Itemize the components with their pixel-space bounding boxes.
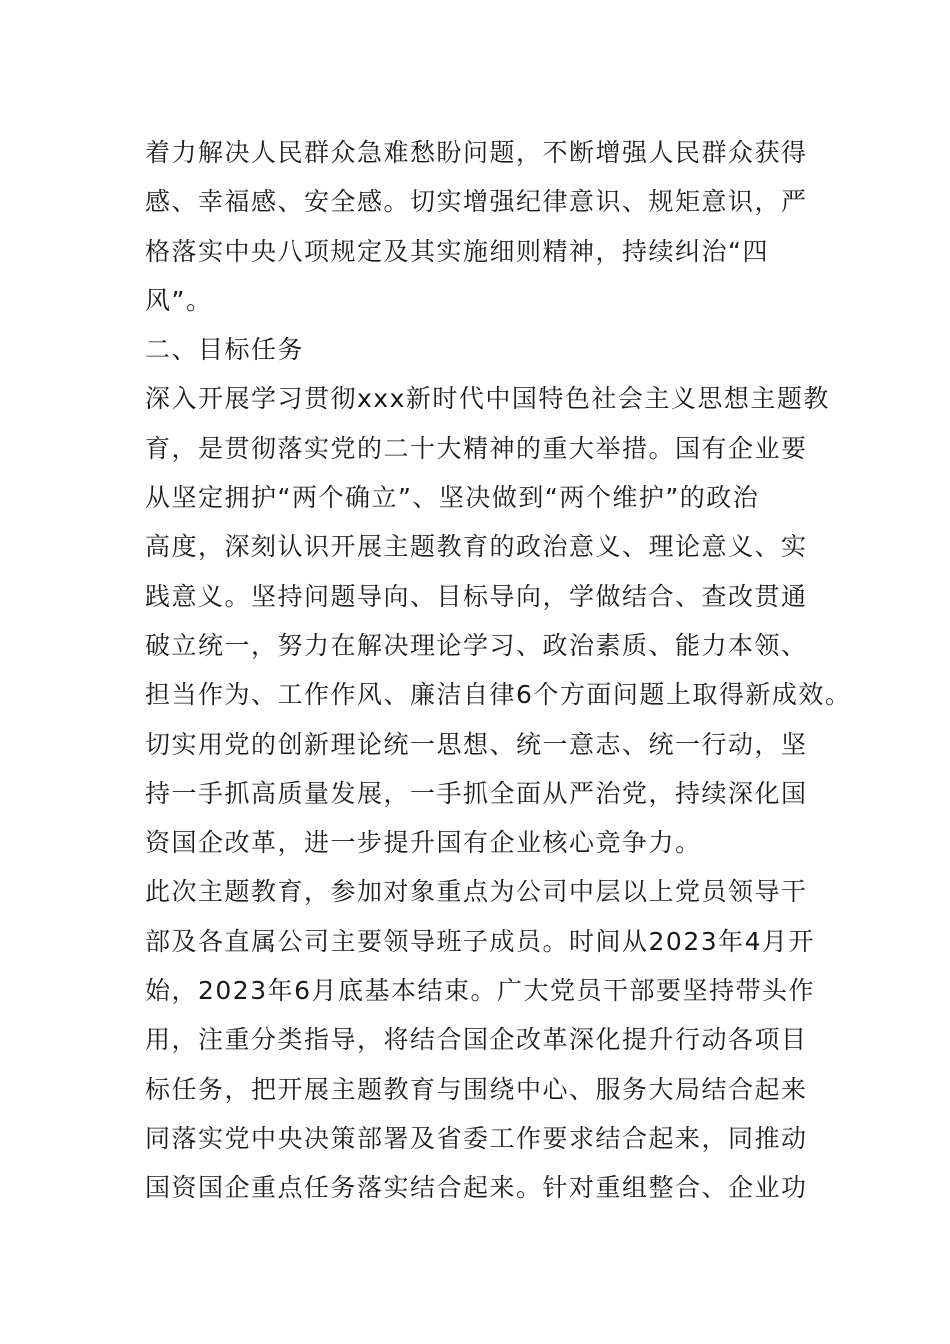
text-line: 标任务，把开展主题教育与围绕中心、服务大局结合起来 bbox=[145, 1074, 808, 1104]
text-line: 国资国企重点任务落实结合起来。针对重组整合、企业功 bbox=[145, 1173, 808, 1203]
text-line: 从坚定拥护“两个确立”、坚决做到“两个维护”的政治 bbox=[145, 483, 760, 513]
text-line: 资国企改革，进一步提升国有企业核心竞争力。 bbox=[145, 828, 702, 858]
text-line: 育，是贯彻落实党的二十大精神的重大举措。国有企业要 bbox=[145, 433, 808, 463]
text-line: 担当作为、工作作风、廉洁自律6个方面问题上取得新成效。 bbox=[145, 680, 852, 710]
text-line: 破立统一，努力在解决理论学习、政治素质、能力本领、 bbox=[145, 630, 808, 660]
text-line: 高度，深刻认识开展主题教育的政治意义、理论意义、实 bbox=[145, 532, 808, 562]
section-heading: 二、目标任务 bbox=[145, 335, 305, 365]
text-line: 切实用党的创新理论统一思想、统一意志、统一行动，坚 bbox=[145, 729, 808, 759]
text-line: 感、幸福感、安全感。切实增强纪律意识、规矩意识，严 bbox=[145, 187, 808, 217]
text-line: 此次主题教育，参加对象重点为公司中层以上党员领导干 bbox=[145, 877, 808, 907]
text-line: 格落实中央八项规定及其实施细则精神，持续纠治“四 bbox=[145, 236, 769, 266]
document-body bbox=[145, 128, 852, 1213]
text-line: 着力解决人民群众急难愁盼问题，不断增强人民群众获得 bbox=[145, 138, 808, 167]
text-line: 部及各直属公司主要领导班子成员。时间从2023年4月开 bbox=[145, 926, 816, 956]
text-line: 风”。 bbox=[145, 285, 213, 315]
text-line: 持一手抓高质量发展，一手抓全面从严治党，持续深化国 bbox=[145, 778, 808, 808]
text-line: 始，2023年6月底基本结束。广大党员干部要坚持带头作 bbox=[145, 976, 816, 1006]
text-line: 践意义。坚持问题导向、目标导向，学做结合、查改贯通 bbox=[145, 581, 808, 611]
text-line: 深入开展学习贯彻xxx新时代中国特色社会主义思想主题教 bbox=[145, 384, 830, 414]
text-line: 同落实党中央决策部署及省委工作要求结合起来，同推动 bbox=[145, 1123, 808, 1153]
text-line: 用，注重分类指导，将结合国企改革深化提升行动各项目 bbox=[145, 1025, 808, 1055]
